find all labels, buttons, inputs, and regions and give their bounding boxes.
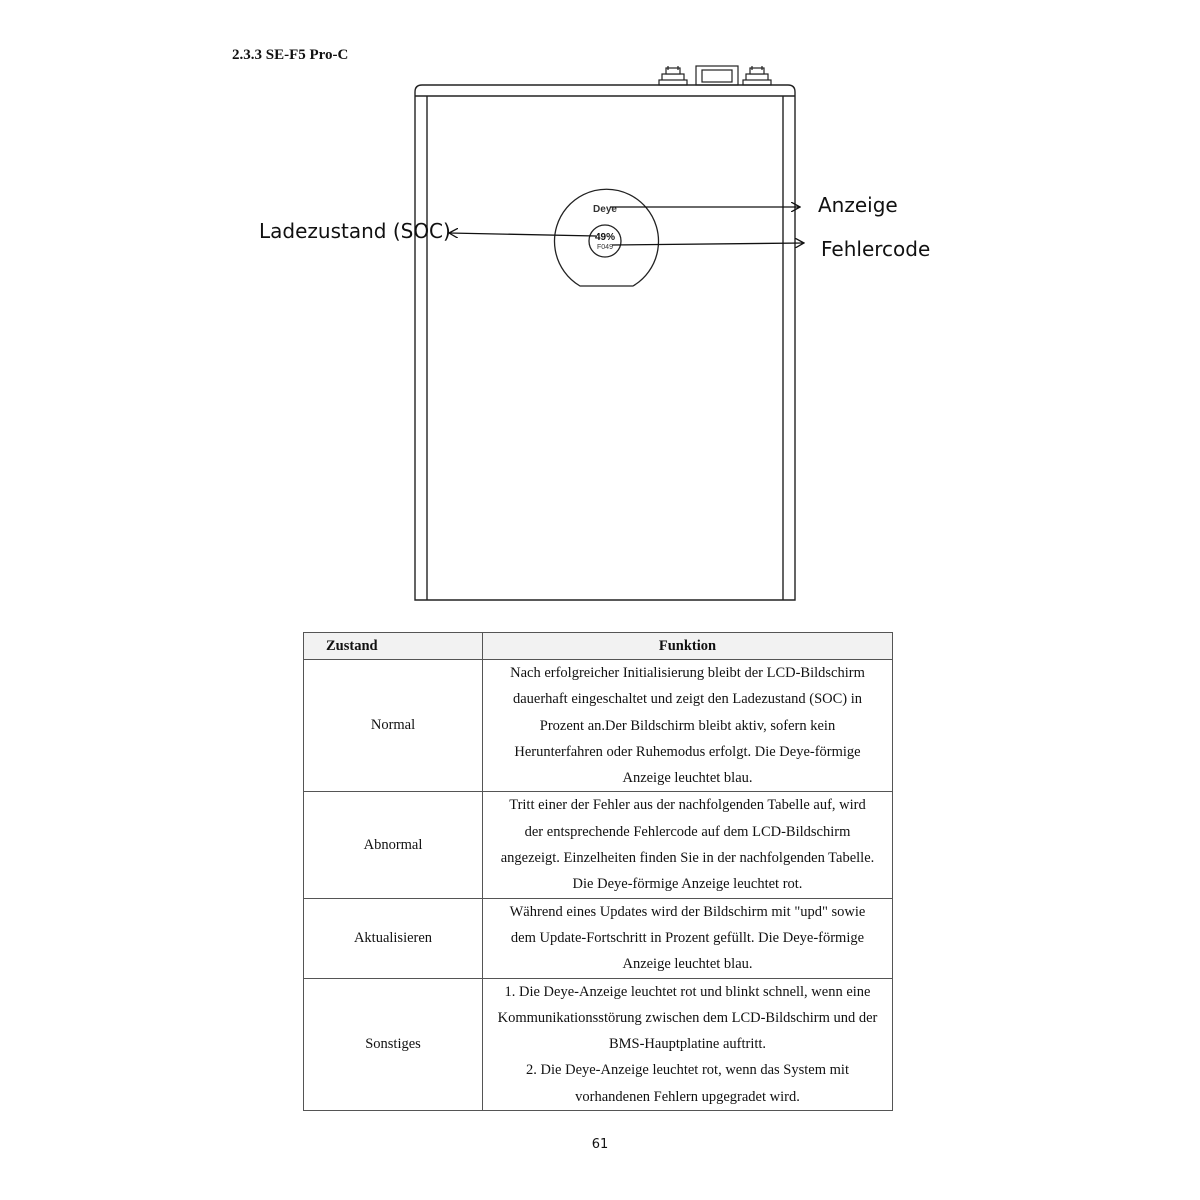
function-line: Tritt einer der Fehler aus der nachfolgenden Tabelle auf, wird <box>509 797 866 814</box>
function-line: dauerhaft eingeschaltet und zeigt den Ladezustand (SOC) in <box>512 691 863 708</box>
section-title: 2.3.3 SE-F5 Pro-C <box>232 47 349 63</box>
row-state: Aktualisieren <box>304 898 483 978</box>
function-line: der entsprechende Fehlercode auf dem LCD-Bildschirm <box>524 823 851 840</box>
table-row <box>304 978 893 1110</box>
function-line: Die Deye-förmige Anzeige leuchtet rot. <box>572 876 803 893</box>
table-header-row <box>304 633 893 660</box>
deye-logo: Deye <box>593 204 617 215</box>
function-line: BMS-Hauptplatine auftritt. <box>608 1036 767 1053</box>
function-line: vorhandenen Fehlern upgegradet wird. <box>575 1088 800 1105</box>
function-line: angezeigt. Einzelheiten finden Sie in der nachfolgenden Tabelle. <box>500 850 875 867</box>
lcd-error-code: F049 <box>597 244 613 251</box>
row-function <box>483 898 893 978</box>
header-zustand: Zustand <box>304 633 483 660</box>
function-line: Anzeige leuchtet blau. <box>622 956 753 973</box>
function-line: Während eines Updates wird der Bildschirm mit "upd" sowie <box>509 903 866 920</box>
row-function <box>483 792 893 898</box>
function-line: Nach erfolgreicher Initialisierung bleibt der LCD-Bildschirm <box>510 665 865 681</box>
battery-housing <box>415 85 795 600</box>
table-row <box>304 898 893 978</box>
lcd-display <box>555 189 659 286</box>
lcd-soc-value: 49% <box>594 232 616 243</box>
function-line: 1. Die Deye-Anzeige leuchtet rot und blinkt schnell, wenn eine <box>504 983 871 1000</box>
function-line: Herunterfahren oder Ruhemodus erfolgt. Die Deye-förmige <box>514 743 861 760</box>
row-state: Sonstiges <box>304 978 483 1110</box>
row-function <box>483 660 893 792</box>
callout-fehlercode-label: Fehlercode <box>821 237 931 261</box>
top-connectors <box>659 66 771 85</box>
table-row <box>304 792 893 898</box>
function-line: 2. Die Deye-Anzeige leuchtet rot, wenn das System mit <box>526 1062 849 1079</box>
status-table <box>303 632 893 1111</box>
table-row <box>304 660 893 792</box>
callout-soc-label: Ladezustand (SOC) <box>259 219 451 243</box>
row-state: Normal <box>304 660 483 792</box>
page-number: 61 <box>591 1137 609 1152</box>
function-line: Kommunikationsstörung zwischen dem LCD-Bildschirm und der <box>497 1009 878 1026</box>
function-line: Prozent an.Der Bildschirm bleibt aktiv, sofern kein <box>539 717 836 734</box>
callout-anzeige-label: Anzeige <box>818 193 898 217</box>
header-funktion: Funktion <box>483 633 893 660</box>
function-line: dem Update-Fortschritt in Prozent gefüllt. Die Deye-förmige <box>510 929 865 946</box>
row-state: Abnormal <box>304 792 483 898</box>
row-function <box>483 978 893 1110</box>
function-line: Anzeige leuchtet blau. <box>622 770 753 787</box>
